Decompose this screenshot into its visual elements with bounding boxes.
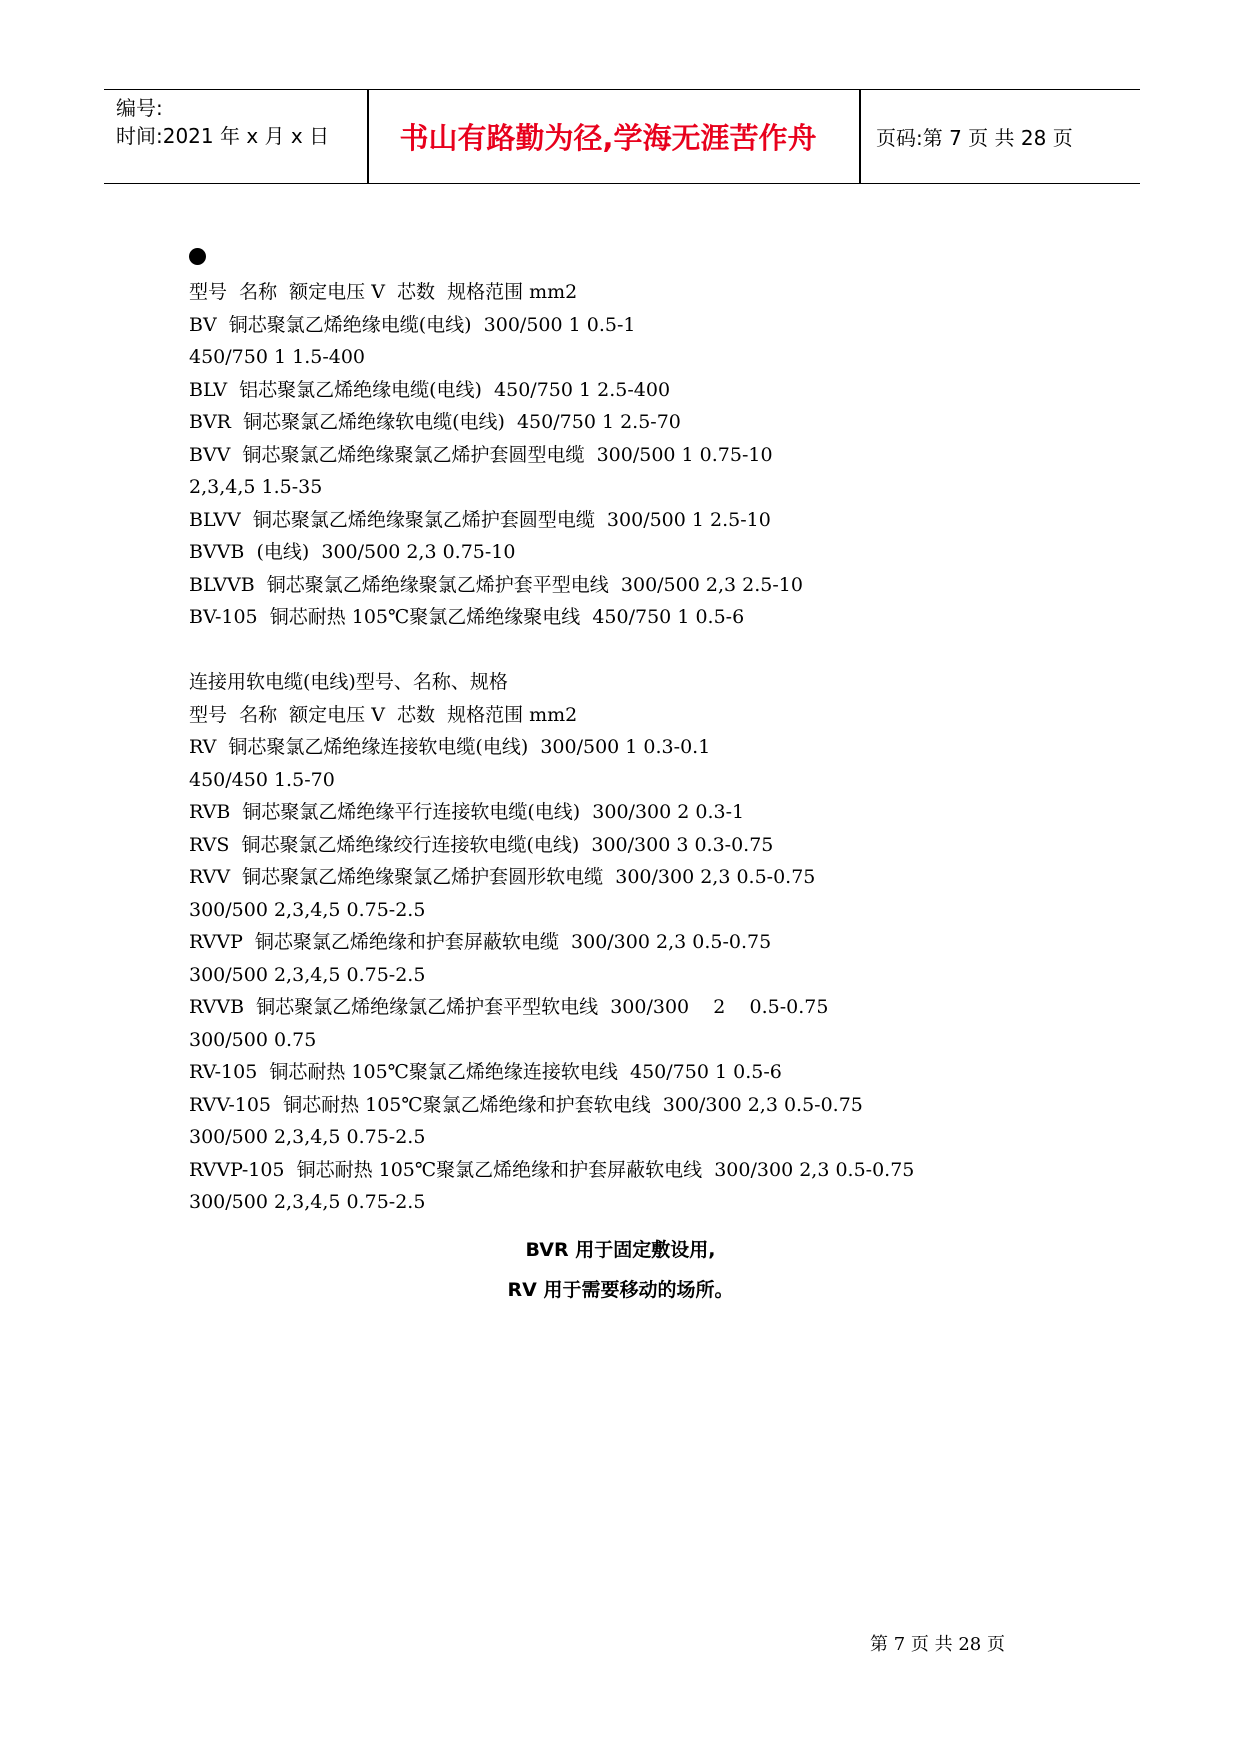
document-body bbox=[189, 276, 1089, 1219]
section-fixed-wiring bbox=[189, 276, 1089, 634]
text-line: RV-105 铜芯耐热 105℃聚氯乙烯绝缘连接软电线 450/750 1 0.5-6 bbox=[189, 1061, 782, 1083]
header-page-label: 页码:第 7 页 共 28 页 bbox=[876, 126, 1073, 150]
text-line: 300/500 2,3,4,5 0.75-2.5 bbox=[189, 898, 426, 921]
text-line: RVB 铜芯聚氯乙烯绝缘平行连接软电缆(电线) 300/300 2 0.3-1 bbox=[189, 801, 745, 823]
text-line: 300/500 0.75 bbox=[189, 1028, 317, 1051]
text-line: BLVV 铜芯聚氯乙烯绝缘聚氯乙烯护套圆型电缆 300/500 1 2.5-10 bbox=[189, 508, 771, 531]
section-flexible-cables bbox=[189, 666, 1089, 1219]
text-line: BVR 铜芯聚氯乙烯绝缘软电缆(电线) 450/750 1 2.5-70 bbox=[189, 411, 681, 433]
text-line: BVVB (电线) 300/500 2,3 0.75-10 bbox=[189, 541, 516, 563]
section-heading: 连接用软电缆(电线)型号、名称、规格 bbox=[189, 671, 508, 693]
note-bvr: BVR 用于固定敷设用, bbox=[525, 1239, 716, 1261]
text-line: BV-105 铜芯耐热 105℃聚氯乙烯绝缘聚电线 450/750 1 0.5-6 bbox=[189, 606, 745, 628]
text-line: 450/450 1.5-70 bbox=[189, 768, 335, 791]
text-line: BLVVB 铜芯聚氯乙烯绝缘聚氯乙烯护套平型电线 300/500 2,3 2.5-10 bbox=[189, 573, 803, 596]
text-line: 型号 名称 额定电压 V 芯数 规格范围 mm2 bbox=[189, 281, 578, 303]
text-line: 300/500 2,3,4,5 0.75-2.5 bbox=[189, 963, 426, 986]
note-rv: RV 用于需要移动的场所。 bbox=[507, 1279, 734, 1301]
text-line: 450/750 1 1.5-400 bbox=[189, 346, 366, 368]
text-line: RVV 铜芯聚氯乙烯绝缘聚氯乙烯护套圆形软电缆 300/300 2,3 0.5-0.75 bbox=[189, 866, 816, 888]
date-label: 时间:2021 年 x 月 x 日 bbox=[116, 124, 330, 148]
text-line: 2,3,4,5 1.5-35 bbox=[189, 476, 323, 498]
header-divider-right bbox=[859, 90, 861, 183]
text-line: RVVB 铜芯聚氯乙烯绝缘氯乙烯护套平型软电线 300/300 2 0.5-0.75 bbox=[189, 996, 829, 1018]
text-line: RVS 铜芯聚氯乙烯绝缘绞行连接软电缆(电线) 300/300 3 0.3-0.75 bbox=[189, 833, 774, 856]
text-line: 300/500 2,3,4,5 0.75-2.5 bbox=[189, 1191, 426, 1213]
number-label: 编号: bbox=[116, 96, 163, 120]
page-footer: 第 7 页 共 28 页 bbox=[870, 1634, 1005, 1655]
text-line: BVV 铜芯聚氯乙烯绝缘聚氯乙烯护套圆型电缆 300/500 1 0.75-10 bbox=[189, 443, 773, 466]
section-gap bbox=[189, 634, 1089, 667]
text-line: RVV-105 铜芯耐热 105℃聚氯乙烯绝缘和护套软电线 300/300 2,3 0.5-0.75 bbox=[189, 1093, 863, 1116]
page-header bbox=[104, 89, 1140, 184]
bullet-icon bbox=[189, 248, 206, 265]
header-meta bbox=[116, 94, 366, 150]
text-line: RVVP-105 铜芯耐热 105℃聚氯乙烯绝缘和护套屏蔽软电线 300/300 2,3 0.5-0.75 bbox=[189, 1158, 915, 1181]
text-line: 型号 名称 额定电压 V 芯数 规格范围 mm2 bbox=[189, 703, 578, 726]
header-motto: 书山有路勤为径,学海无涯苦作舟 bbox=[399, 121, 817, 155]
text-line: RVVP 铜芯聚氯乙烯绝缘和护套屏蔽软电缆 300/300 2,3 0.5-0.75 bbox=[189, 931, 772, 953]
text-line: BV 铜芯聚氯乙烯绝缘电缆(电线) 300/500 1 0.5-1 bbox=[189, 313, 636, 336]
text-line: BLV 铝芯聚氯乙烯绝缘电缆(电线) 450/750 1 2.5-400 bbox=[189, 378, 671, 401]
text-line: 300/500 2,3,4,5 0.75-2.5 bbox=[189, 1126, 426, 1148]
text-line: RV 铜芯聚氯乙烯绝缘连接软电缆(电线) 300/500 1 0.3-0.1 bbox=[189, 736, 711, 758]
